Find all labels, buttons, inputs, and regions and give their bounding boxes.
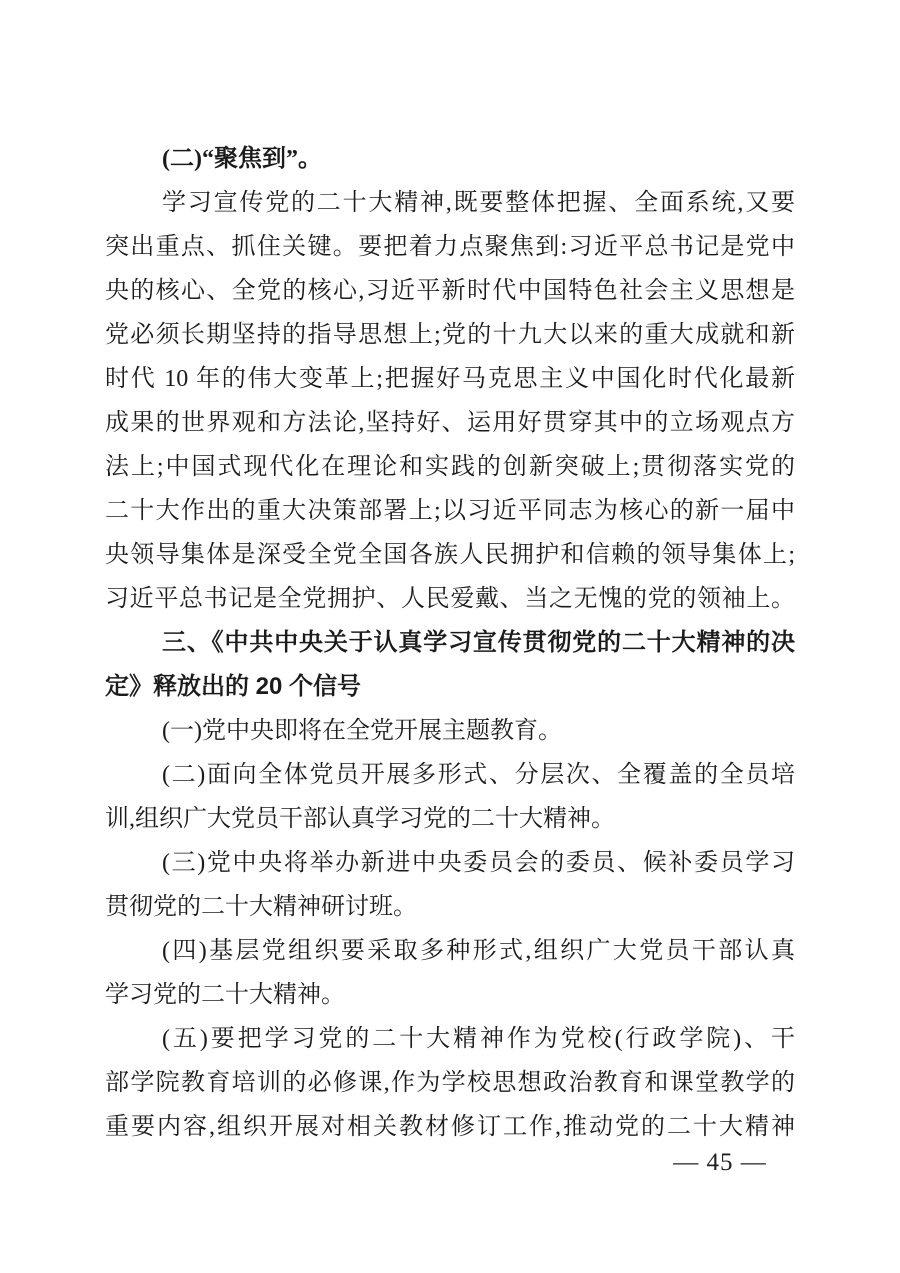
body-text-line: (三)党中央将举办新进中央委员会的委员、候补委员学习	[162, 850, 795, 876]
body-text-line: 贯彻党的二十大精神研讨班。	[105, 894, 417, 920]
body-text-line: (一)党中央即将在全党开展主题教育。	[162, 718, 562, 744]
body-text-line: 法上;中国式现代化在理论和实践的创新突破上;贯彻落实党的	[105, 454, 795, 480]
body-text-line: 部学院教育培训的必修课,作为学校思想政治教育和课堂教学的	[105, 1070, 795, 1096]
body-text-line: 习近平总书记是全党拥护、人民爱戴、当之无愧的党的领袖上。	[105, 586, 795, 612]
body-text-line: 学习党的二十大精神。	[105, 982, 345, 1008]
body-text-line: 成果的世界观和方法论,坚持好、运用好贯穿其中的立场观点方	[105, 410, 795, 436]
page-content	[105, 137, 795, 1149]
section-heading-line-2: 定》释放出的 20 个信号	[105, 673, 362, 700]
body-text-line: 学习宣传党的二十大精神,既要整体把握、全面系统,又要	[162, 190, 795, 216]
body-text-line: (四)基层党组织要采取多种形式,组织广大党员干部认真	[162, 938, 795, 964]
body-text-line: 突出重点、抓住关键。要把着力点聚焦到:习近平总书记是党中	[105, 234, 795, 260]
body-text-line: 央的核心、全党的核心,习近平新时代中国特色社会主义思想是	[105, 278, 795, 304]
body-text-line: 时代 10 年的伟大变革上;把握好马克思主义中国化时代化最新	[105, 366, 795, 392]
page-number: — 45 —	[673, 1149, 767, 1176]
subsection-heading: (二)“聚焦到”。	[162, 146, 322, 172]
body-text-line: 央领导集体是深受全党全国各族人民拥护和信赖的领导集体上;	[105, 542, 795, 568]
body-text-line: (二)面向全体党员开展多形式、分层次、全覆盖的全员培	[162, 762, 795, 788]
body-text-line: 二十大作出的重大决策部署上;以习近平同志为核心的新一届中	[105, 498, 795, 524]
body-text-line: 训,组织广大党员干部认真学习党的二十大精神。	[105, 806, 615, 832]
section-heading-line-1: 三、《中共中央关于认真学习宣传贯彻党的二十大精神的决	[162, 629, 795, 656]
body-text-line: (五)要把学习党的二十大精神作为党校(行政学院)、干	[162, 1026, 795, 1052]
body-text-line: 党必须长期坚持的指导思想上;党的十九大以来的重大成就和新	[105, 322, 795, 348]
body-text-line: 重要内容,组织开展对相关教材修订工作,推动党的二十大精神	[105, 1114, 795, 1140]
